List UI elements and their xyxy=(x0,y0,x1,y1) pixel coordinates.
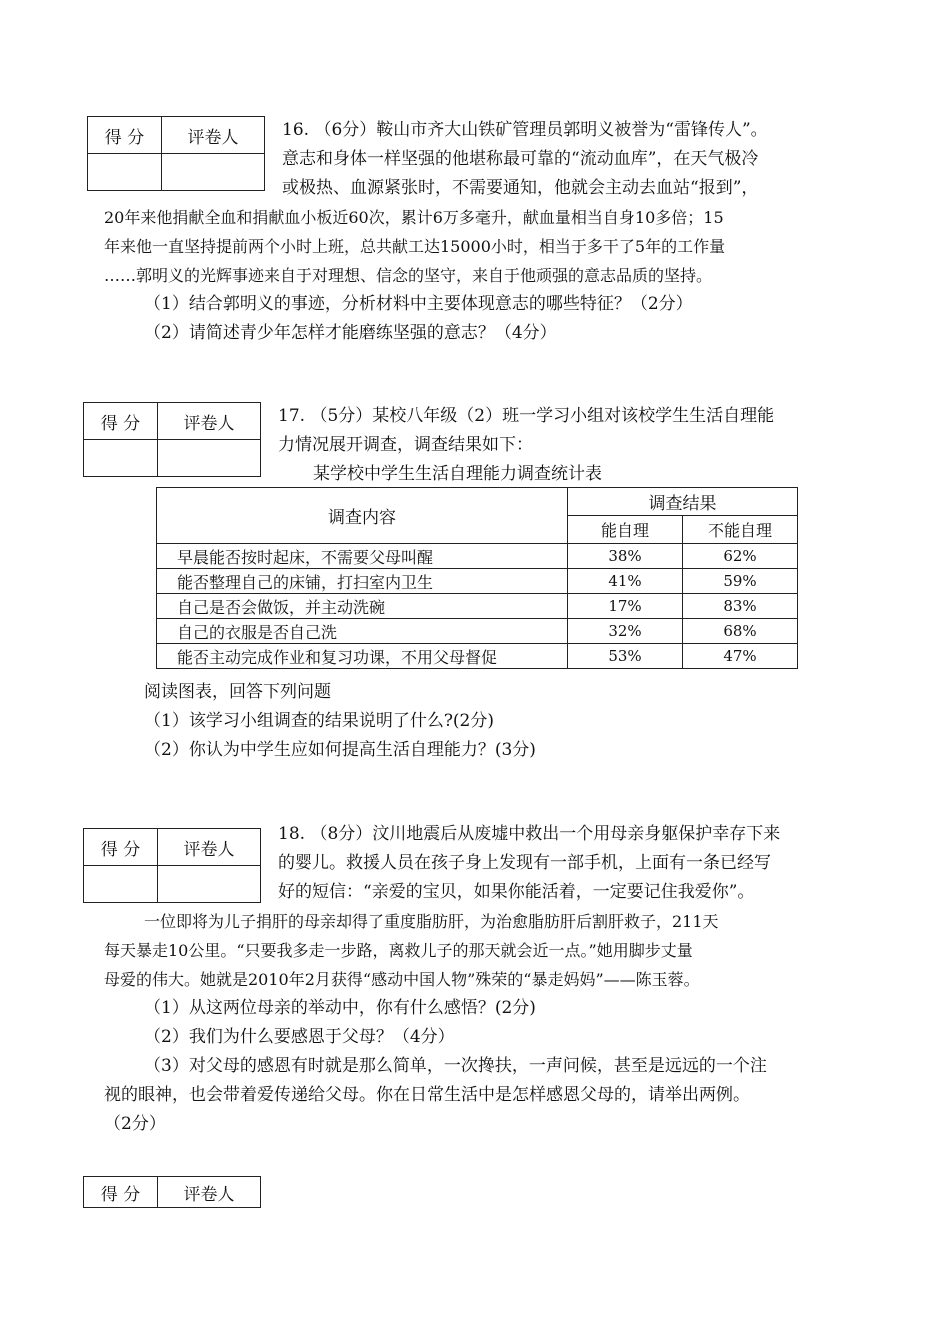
row-can: 32% xyxy=(568,619,683,644)
row-can: 17% xyxy=(568,594,683,619)
q16-subquestion-2: （2）请简述青少年怎样才能磨练坚强的意志？（4分） xyxy=(144,323,557,343)
grader-cell[interactable] xyxy=(162,154,265,191)
q18-line: 好的短信：“亲爱的宝贝，如果你能活着，一定要记住我爱你”。 xyxy=(278,882,755,902)
q17-instruction: 阅读图表，回答下列问题 xyxy=(144,682,331,702)
table-row xyxy=(157,644,798,669)
row-item: 能否整理自己的床铺，打扫室内卫生 xyxy=(157,569,568,594)
q16-line: 20年来他捐献全血和捐献血小板近60次，累计6万多毫升，献血量相当自身10多倍；15 xyxy=(104,208,724,227)
table-row xyxy=(157,544,798,569)
header-content: 调查内容 xyxy=(157,488,568,544)
q17-subquestion-2: （2）你认为中学生应如何提高生活自理能力？(3分) xyxy=(144,740,536,760)
header-result: 调查结果 xyxy=(568,488,798,516)
score-cell[interactable] xyxy=(84,440,158,477)
row-can: 38% xyxy=(568,544,683,569)
grader-label: 评卷人 xyxy=(162,117,265,154)
q16-line: 16. （6分）鞍山市齐大山铁矿管理员郭明义被誉为“雷锋传人”。 xyxy=(282,120,768,140)
score-cell[interactable] xyxy=(88,154,162,191)
grader-label: 评卷人 xyxy=(158,403,261,440)
q18-line: 一位即将为儿子捐肝的母亲却得了重度脂肪肝，为治愈脂肪肝后割肝救子，211天 xyxy=(144,912,719,931)
q16-line: 年来他一直坚持提前两个小时上班，总共献工达15000小时，相当于多干了5年的工作量 xyxy=(104,237,726,256)
q18-line: 视的眼神，也会带着爱传递给父母。你在日常生活中是怎样感恩父母的，请举出两例。 xyxy=(104,1085,750,1105)
row-cannot: 83% xyxy=(683,594,798,619)
q17-line: 17. （5分）某校八年级（2）班一学习小组对该校学生生活自理能 xyxy=(278,406,775,426)
row-item: 自己的衣服是否自己洗 xyxy=(157,619,568,644)
survey-table xyxy=(156,487,798,669)
score-label: 得 分 xyxy=(84,829,158,866)
row-can: 53% xyxy=(568,644,683,669)
q16-line: 或极热、血源紧张时，不需要通知，他就会主动去血站“报到”， xyxy=(282,178,759,198)
q18-line: 18. （8分）汶川地震后从废墟中救出一个用母亲身躯保护幸存下来 xyxy=(278,824,781,844)
grader-label: 评卷人 xyxy=(158,1177,261,1208)
grader-cell[interactable] xyxy=(158,440,261,477)
grader-cell[interactable] xyxy=(158,866,261,903)
q16-line: ……郭明义的光辉事迹来自于对理想、信念的坚守，来自于他顽强的意志品质的坚持。 xyxy=(104,266,713,285)
score-label: 得 分 xyxy=(84,403,158,440)
row-can: 41% xyxy=(568,569,683,594)
q16-line: 意志和身体一样坚强的他堪称最可靠的“流动血库”，在天气极冷 xyxy=(282,149,759,169)
score-cell[interactable] xyxy=(84,866,158,903)
q18-score-box xyxy=(83,828,261,903)
row-item: 能否主动完成作业和复习功课，不用父母督促 xyxy=(157,644,568,669)
q18-subquestion-1: （1）从这两位母亲的举动中，你有什么感悟？(2分) xyxy=(144,998,536,1018)
q18-line: 每天暴走10公里。“只要我多走一步路，离救儿子的那天就会近一点。”她用脚步丈量 xyxy=(104,941,693,960)
q17-score-box xyxy=(83,402,261,477)
q18-subquestion-3: （3）对父母的感恩有时就是那么简单，一次搀扶，一声问候，甚至是远远的一个注 xyxy=(144,1056,767,1076)
q16-subquestion-1: （1）结合郭明义的事迹，分析材料中主要体现意志的哪些特征？（2分） xyxy=(144,294,693,314)
row-item: 自己是否会做饭，并主动洗碗 xyxy=(157,594,568,619)
q19-score-box xyxy=(83,1176,261,1208)
row-cannot: 47% xyxy=(683,644,798,669)
row-cannot: 62% xyxy=(683,544,798,569)
table-row xyxy=(157,619,798,644)
q18-line: （2分） xyxy=(104,1114,166,1134)
header-can: 能自理 xyxy=(568,516,683,544)
q17-line: 力情况展开调查，调查结果如下： xyxy=(278,435,533,455)
table-title: 某学校中学生生活自理能力调查统计表 xyxy=(313,464,602,484)
row-item: 早晨能否按时起床，不需要父母叫醒 xyxy=(157,544,568,569)
q17-subquestion-1: （1）该学习小组调查的结果说明了什么?(2分) xyxy=(144,711,495,731)
q18-subquestion-2: （2）我们为什么要感恩于父母？（4分） xyxy=(144,1027,455,1047)
q18-line: 母爱的伟大。她就是2010年2月获得“感动中国人物”殊荣的“暴走妈妈”——陈玉蓉。 xyxy=(104,970,700,989)
header-cannot: 不能自理 xyxy=(683,516,798,544)
row-cannot: 68% xyxy=(683,619,798,644)
q16-score-box xyxy=(87,116,265,191)
score-label: 得 分 xyxy=(88,117,162,154)
row-cannot: 59% xyxy=(683,569,798,594)
score-label: 得 分 xyxy=(84,1177,158,1208)
table-row xyxy=(157,569,798,594)
table-row xyxy=(157,594,798,619)
grader-label: 评卷人 xyxy=(158,829,261,866)
q18-line: 的婴儿。救援人员在孩子身上发现有一部手机，上面有一条已经写 xyxy=(278,853,771,873)
